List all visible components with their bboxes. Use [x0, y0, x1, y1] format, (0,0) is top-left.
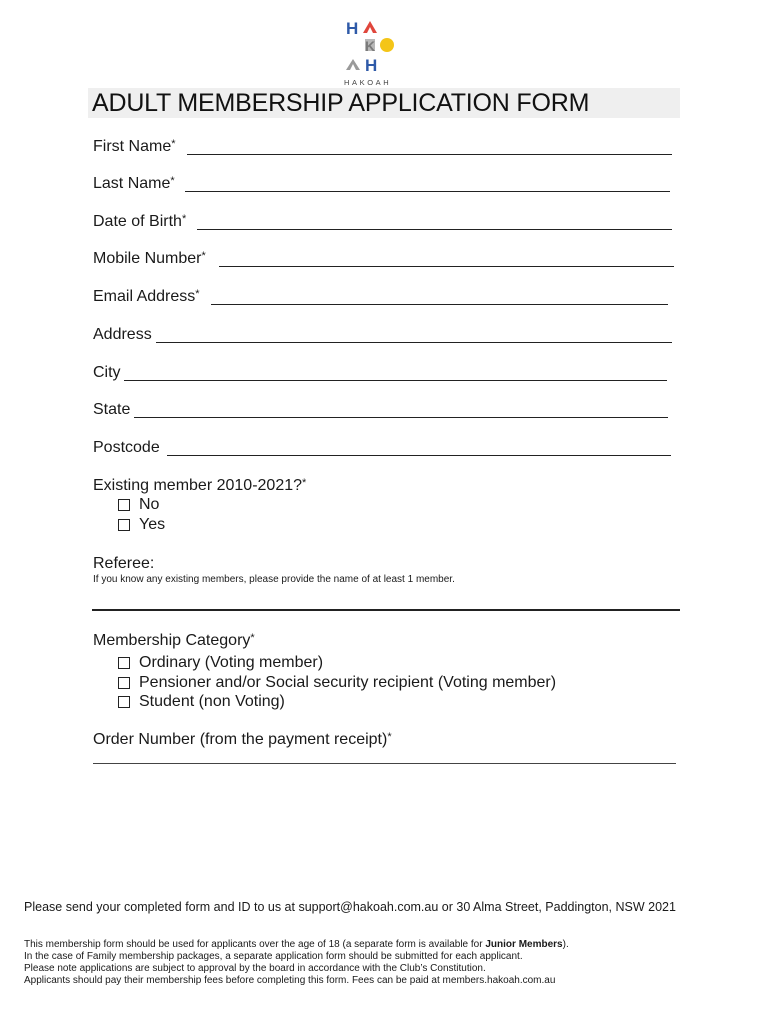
address-line[interactable]: [156, 342, 672, 343]
category-option-ordinary[interactable]: Ordinary (Voting member): [118, 654, 323, 672]
existing-member-question: Existing member 2010-2021?*: [93, 477, 307, 494]
order-number-line[interactable]: [93, 763, 676, 764]
membership-category-question: Membership Category*: [93, 632, 255, 649]
note-family: In the case of Family membership packages, a separate application form should be submitted for each applicant.: [24, 951, 523, 962]
referee-heading: Referee:: [93, 555, 155, 572]
logo-wordmark: HAKOAH: [344, 78, 392, 87]
email-address-label: Email Address: [93, 288, 196, 305]
logo-letter-h-bottom: H: [365, 56, 378, 75]
mobile-number-field[interactable]: Mobile Number*: [93, 250, 678, 268]
note-approval: Please note applications are subject to approval by the board in accordance with the Club’s Constitution.: [24, 963, 486, 974]
logo-letter-h-top: H: [346, 19, 359, 38]
date-of-birth-line[interactable]: [197, 229, 672, 230]
mobile-number-label: Mobile Number: [93, 250, 202, 267]
email-address-line[interactable]: [211, 304, 668, 305]
postcode-line[interactable]: [167, 455, 671, 456]
form-title: ADULT MEMBERSHIP APPLICATION FORM: [92, 89, 590, 117]
email-address-field[interactable]: Email Address*: [93, 288, 678, 306]
state-label: State: [93, 401, 131, 418]
checkbox-yes[interactable]: [118, 519, 130, 531]
existing-member-option-no[interactable]: No: [118, 496, 159, 514]
note-age: This membership form should be used for applicants over the age of 18 (a separate form is available for Junior Members).: [24, 939, 569, 950]
logo-grey-chevron: [346, 59, 360, 70]
send-instructions: Please send your completed form and ID to us at support@hakoah.com.au or 30 Alma Street, Paddington, NSW 2021: [24, 900, 676, 914]
logo-yellow-circle: [380, 38, 394, 52]
address-field[interactable]: [93, 326, 678, 344]
city-label: City: [93, 364, 121, 381]
category-option-student[interactable]: Student (non Voting): [118, 693, 285, 711]
last-name-field[interactable]: Last Name*: [93, 175, 678, 193]
last-name-line[interactable]: [185, 191, 670, 192]
checkbox-pensioner[interactable]: [118, 677, 130, 689]
last-name-label: Last Name: [93, 175, 171, 192]
footer-notes: [24, 939, 569, 987]
logo-red-chevron: [363, 21, 377, 33]
first-name-field[interactable]: First Name*: [93, 138, 678, 156]
first-name-label: First Name: [93, 138, 172, 155]
checkbox-student[interactable]: [118, 696, 130, 708]
referee-input-line[interactable]: [92, 609, 680, 611]
city-line[interactable]: [124, 380, 667, 381]
checkbox-ordinary[interactable]: [118, 657, 130, 669]
postcode-field[interactable]: [93, 439, 678, 457]
state-field[interactable]: [93, 401, 678, 419]
category-option-pensioner[interactable]: Pensioner and/or Social security recipient (Voting member): [118, 674, 556, 692]
state-line[interactable]: [134, 417, 668, 418]
checkbox-no[interactable]: [118, 499, 130, 511]
note-fees: Applicants should pay their membership fees before completing this form. Fees can be paid at members.hakoah.com.au: [24, 975, 556, 986]
mobile-number-line[interactable]: [219, 266, 674, 267]
city-field[interactable]: [93, 364, 678, 382]
order-number-label: Order Number (from the payment receipt)*: [93, 731, 392, 748]
first-name-line[interactable]: [187, 154, 672, 155]
postcode-label: Postcode: [93, 439, 160, 456]
junior-members-text: Junior Members: [485, 939, 563, 950]
address-label: Address: [93, 326, 152, 343]
logo-letter-k: K: [365, 38, 376, 54]
referee-help-text: If you know any existing members, please provide the name of at least 1 member.: [93, 574, 455, 585]
existing-member-option-yes[interactable]: Yes: [118, 516, 165, 534]
date-of-birth-field[interactable]: Date of Birth*: [93, 213, 678, 231]
date-of-birth-label: Date of Birth: [93, 213, 182, 230]
